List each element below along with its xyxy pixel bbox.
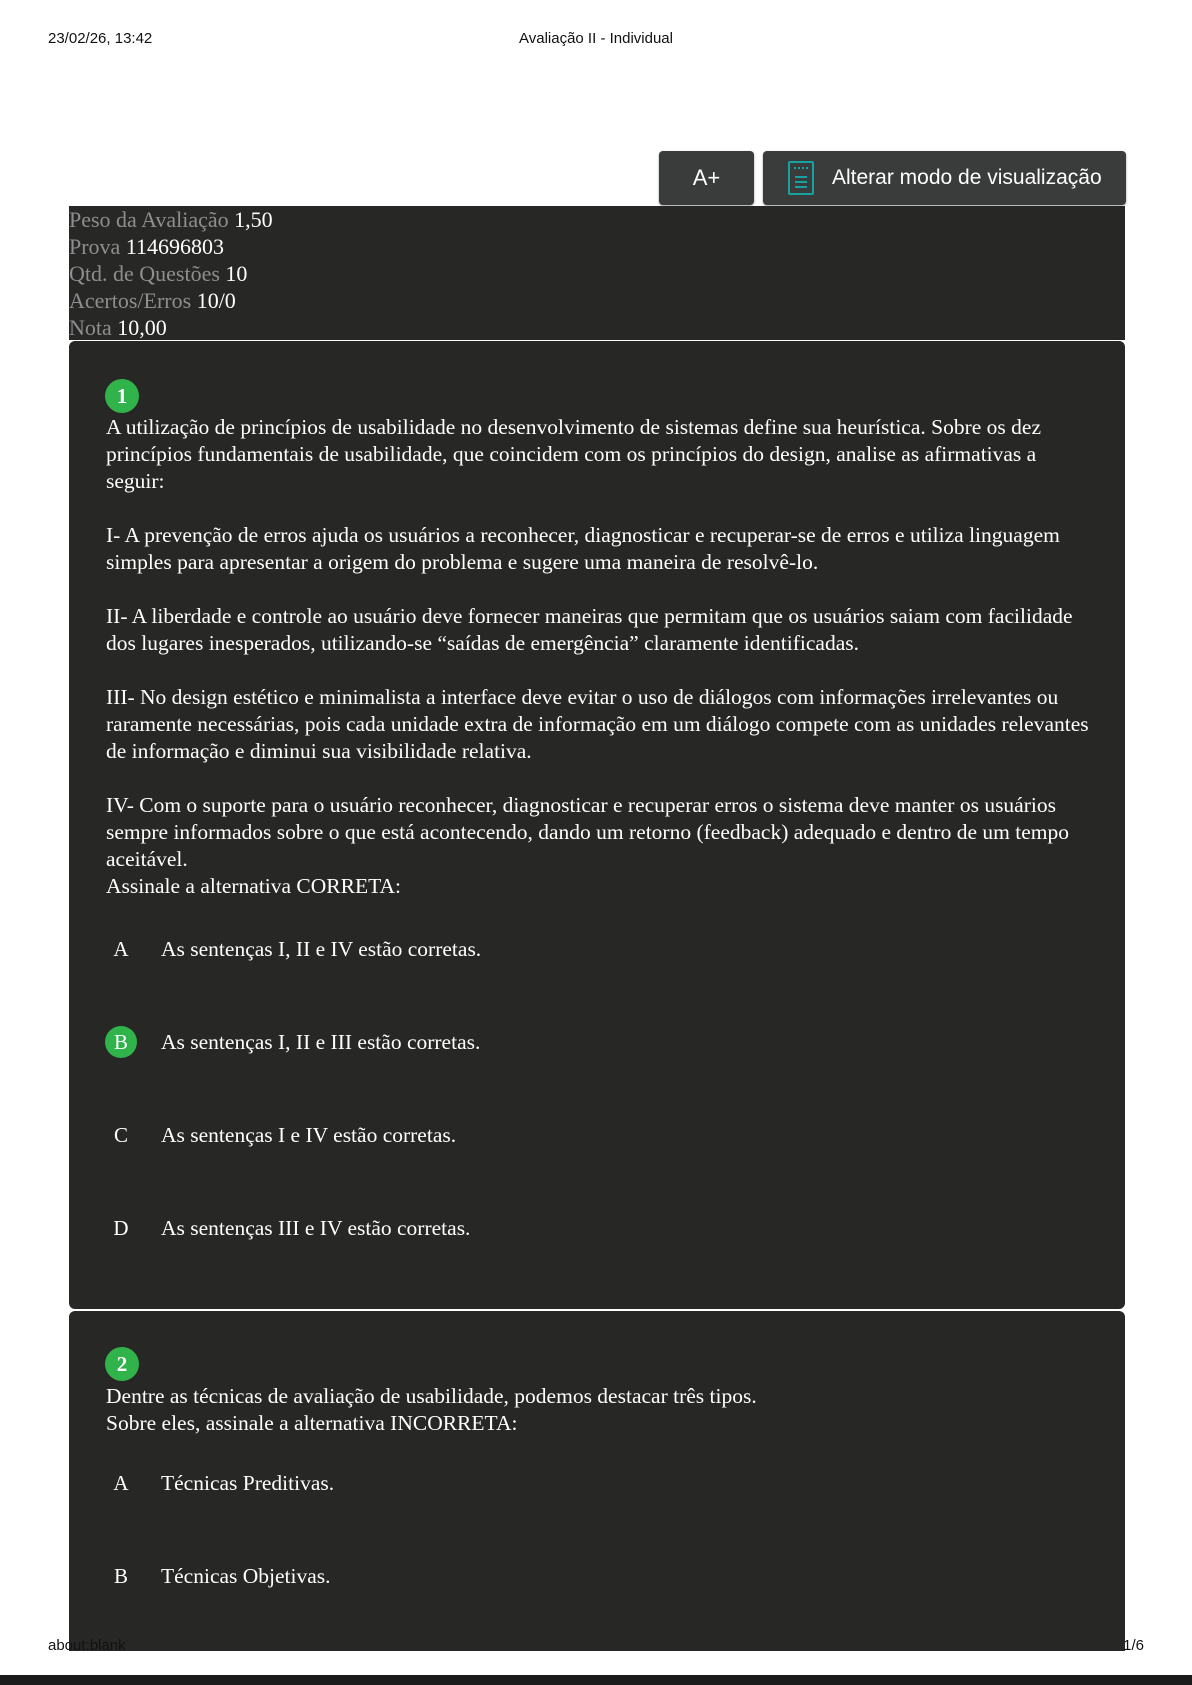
print-footer [48, 1637, 1144, 1657]
option-text: Técnicas Preditivas. [161, 1471, 335, 1495]
question-intro: Dentre as técnicas de avaliação de usabilidade, podemos destacar três tipos. [106, 1384, 757, 1408]
option-b[interactable] [105, 1026, 1095, 1060]
print-page-number: 1/6 [1123, 1637, 1144, 1654]
question-statement [106, 414, 1096, 900]
statement-i: I- A prevenção de erros ajuda os usuários a reconhecer, diagnosticar e recuperar-se de erros e utiliza linguagem simples para apresentar a origem do problema e sugere uma maneira de resolvê-lo. [106, 523, 1060, 574]
print-header [48, 30, 1144, 50]
summary-weight: Peso da Avaliação 1,50 [69, 207, 273, 232]
option-d[interactable] [105, 1212, 1095, 1246]
question-number-badge: 2 [105, 1347, 139, 1381]
statement-iv: IV- Com o suporte para o usuário reconhecer, diagnosticar e recuperar erros o sistema deve manter os usuários sempre informados sobre o que está acontecendo, dando um retorno (feedback) adequado e dentro de um tempo aceitável. [106, 793, 1069, 871]
option-text: As sentenças I, II e III estão corretas. [161, 1030, 481, 1054]
option-b[interactable] [105, 1560, 1095, 1594]
print-date: 23/02/26, 13:42 [48, 30, 153, 47]
option-text: Técnicas Objetivas. [161, 1564, 331, 1588]
increase-font-button[interactable]: A+ [659, 151, 754, 205]
print-title: Avaliação II - Individual [519, 30, 673, 47]
option-text: As sentenças I e IV estão corretas. [161, 1123, 457, 1147]
question-statement [106, 1383, 1096, 1437]
bottom-divider [0, 1675, 1192, 1685]
question-instruction: Sobre eles, assinale a alternativa INCORRETA: [106, 1411, 518, 1435]
option-c[interactable] [105, 1119, 1095, 1153]
option-letter: A [113, 1471, 129, 1495]
option-letter: D [113, 1216, 129, 1240]
question-number-badge: 1 [105, 379, 139, 413]
statement-iii: III- No design estético e minimalista a interface deve evitar o uso de diálogos com informações irrelevantes ou raramente necessárias, pois cada unidade extra de informação em um diálogo compete com as unidades relevantes de informação e diminui sua visibilidade relativa. [106, 685, 1089, 763]
exam-summary [69, 206, 1125, 340]
question-card [69, 1311, 1125, 1651]
option-letter-selected: B [105, 1026, 137, 1058]
question-card [69, 341, 1125, 1309]
document-icon [788, 161, 814, 195]
print-url: about:blank [48, 1637, 126, 1654]
summary-exam-id: Prova 114696803 [69, 234, 225, 259]
option-a[interactable] [105, 933, 1095, 967]
statement-ii: II- A liberdade e controle ao usuário deve fornecer maneiras que permitam que os usuários saiam com facilidade dos lugares inesperados, utilizando-se “saídas de emergência” claramente identificadas. [106, 604, 1073, 655]
option-text: As sentenças I, II e IV estão corretas. [161, 937, 482, 961]
change-view-mode-label: Alterar modo de visualização [832, 166, 1102, 189]
option-letter: A [113, 937, 129, 961]
option-letter: C [113, 1123, 128, 1147]
summary-grade: Nota 10,00 [69, 315, 167, 340]
option-letter: B [113, 1564, 128, 1588]
option-a[interactable] [105, 1467, 1095, 1501]
question-intro: A utilização de princípios de usabilidade no desenvolvimento de sistemas define sua heurística. Sobre os dez princípios fundamentais de usabilidade, que coincidem com os princípios do design, analise as afirmativas a seguir: [106, 415, 1041, 493]
summary-question-count: Qtd. de Questões 10 [69, 261, 248, 286]
question-instruction: Assinale a alternativa CORRETA: [106, 874, 402, 898]
change-view-mode-button[interactable] [763, 151, 1126, 205]
summary-hits-errors: Acertos/Erros 10/0 [69, 288, 236, 313]
option-text: As sentenças III e IV estão corretas. [161, 1216, 471, 1240]
